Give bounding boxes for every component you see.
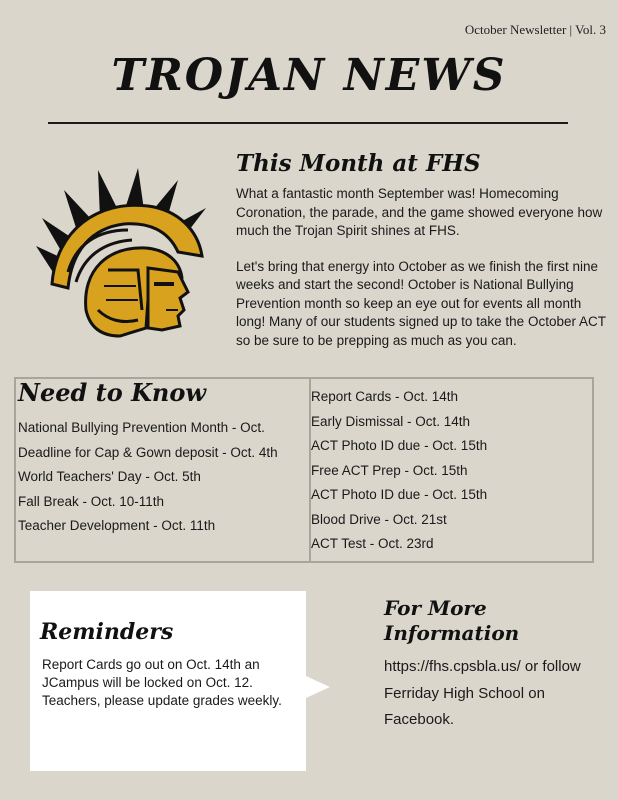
list-item: ACT Photo ID due - Oct. 15th <box>311 438 488 453</box>
list-item: National Bullying Prevention Month - Oct. <box>18 420 265 435</box>
list-item: Deadline for Cap & Gown deposit - Oct. 4th <box>18 444 278 460</box>
masthead-divider <box>48 122 568 124</box>
need-to-know-left-list <box>18 416 278 539</box>
month-section-body <box>236 185 611 367</box>
need-to-know-title: Need to Know <box>18 378 207 407</box>
list-item: Blood Drive - Oct. 21st <box>311 511 447 527</box>
list-item: ACT Photo ID due - Oct. 15th <box>311 487 488 502</box>
list-item: ACT Test - Oct. 23rd <box>311 536 434 551</box>
list-item: Report Cards - Oct. 14th <box>311 389 459 404</box>
more-info-title: For More Information <box>384 596 520 645</box>
reminders-card-pointer <box>306 676 330 698</box>
trojan-helmet-icon <box>28 160 228 340</box>
list-item: Free ACT Prep - Oct. 15th <box>311 462 468 478</box>
reminders-body: Report Cards go out on Oct. 14th an JCampus will be locked on Oct. 12. Teachers, please update grades weekly. <box>42 657 282 708</box>
list-item: Fall Break - Oct. 10-11th <box>18 493 165 509</box>
issue-line: October Newsletter | Vol. 3 <box>464 22 606 37</box>
month-section-title: This Month at FHS <box>236 150 481 177</box>
list-item: Teacher Development - Oct. 11th <box>18 518 216 533</box>
month-paragraph-1: What a fantastic month September was! Homecoming Coronation, the parade, and the game showed everyone how much the Trojan Spirit shines at FHS. <box>236 186 603 238</box>
masthead-title: TROJAN NEWS <box>111 50 507 101</box>
need-to-know-right-list <box>311 385 487 557</box>
month-paragraph-2: Let's bring that energy into October as we finish the first nine weeks and start the second! October is National Bullying Prevention month so keep an eye out for events all month long! Many of our students signed up to take the October ACT so be sure to be prepping as much as you can. <box>236 258 606 348</box>
list-item: Early Dismissal - Oct. 14th <box>311 413 471 429</box>
more-info-body: https://fhs.cpsbla.us/ or follow Ferriday High School on Facebook. <box>384 658 581 728</box>
reminders-title: Reminders <box>40 619 174 645</box>
list-item: World Teachers' Day - Oct. 5th <box>18 469 201 484</box>
